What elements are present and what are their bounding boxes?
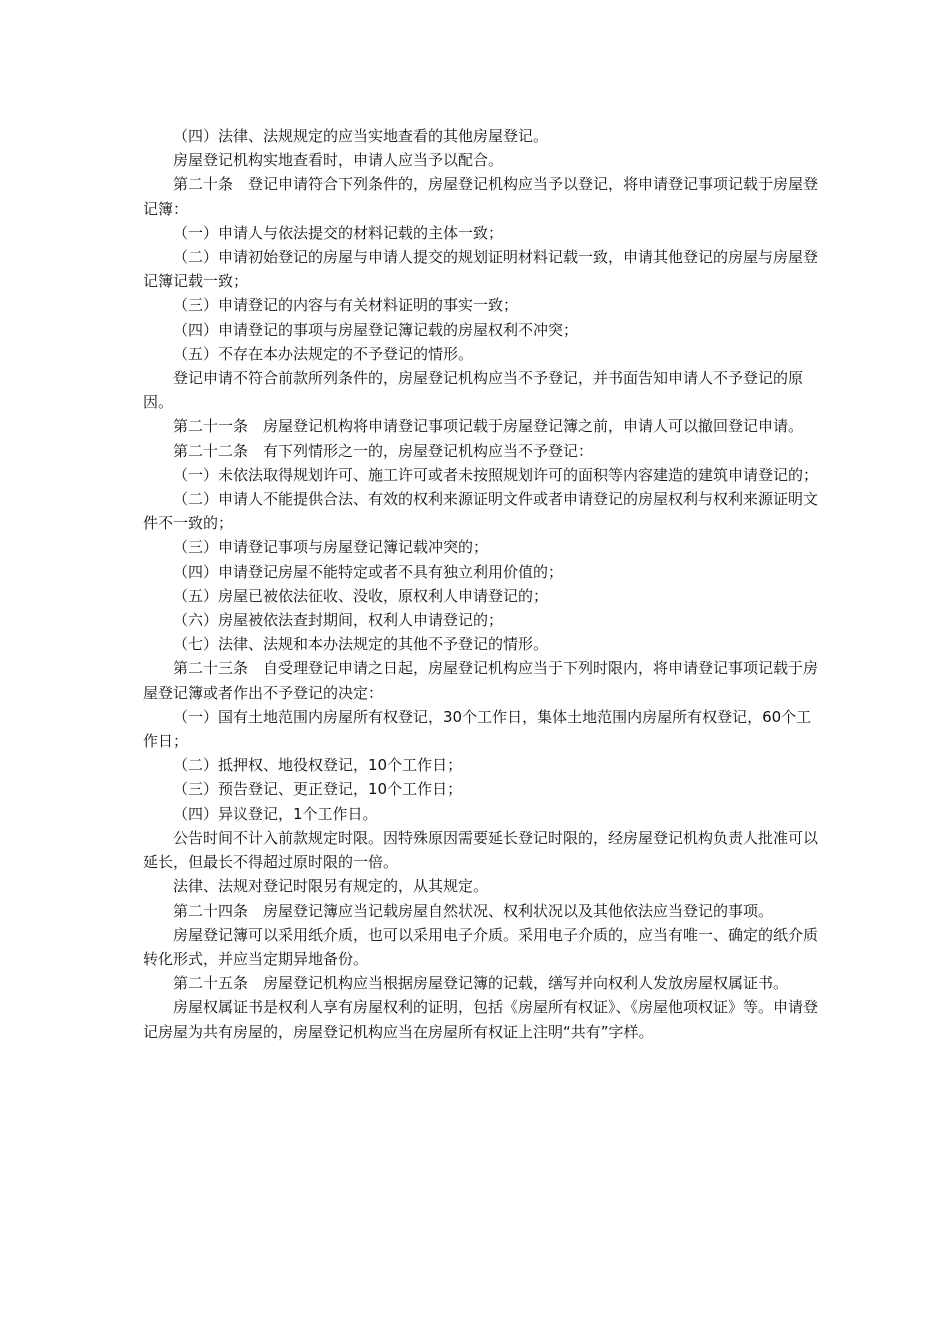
paragraph: （四）申请登记的事项与房屋登记簿记载的房屋权利不冲突； [173, 320, 579, 339]
paragraph: （一）未依法取得规划许可、施工许可或者未按照规划许可的面积等内容建造的建筑申请登记的； [173, 465, 819, 484]
paragraph: 第二十四条 房屋登记簿应当记载房屋自然状况、权利状况以及其他依法应当登记的事项。 [173, 901, 774, 920]
paragraph: （六）房屋被依法查封期间，权利人申请登记的； [173, 611, 504, 630]
paragraph: 房屋登记机构实地查看时，申请人应当予以配合。 [173, 151, 504, 170]
paragraph: 第二十二条 有下列情形之一的，房屋登记机构应当不予登记： [173, 441, 594, 460]
paragraph: （三）申请登记的内容与有关材料证明的事实一致； [173, 296, 519, 315]
paragraph: （三）申请登记事项与房屋登记簿记载冲突的； [173, 538, 489, 557]
paragraph: 公告时间不计入前款规定时限。因特殊原因需要延长登记时限的，经房屋登记机构负责人批准可以延长，但最长不得超过原时限的一倍。 [143, 828, 819, 872]
paragraph: 第二十一条 房屋登记机构将申请登记事项记载于房屋登记簿之前，申请人可以撤回登记申请。 [173, 417, 804, 436]
paragraph: 房屋权属证书是权利人享有房屋权利的证明，包括《房屋所有权证》、《房屋他项权证》等。申请登记房屋为共有房屋的，房屋登记机构应当在房屋所有权证上注明“共有”字样。 [143, 998, 819, 1041]
paragraph: （五）房屋已被依法征收、没收，原权利人申请登记的； [173, 586, 549, 605]
paragraph: （五）不存在本办法规定的不予登记的情形。 [173, 344, 474, 363]
paragraph: （四）法律、法规规定的应当实地查看的其他房屋登记。 [173, 127, 549, 145]
paragraph: 第二十条 登记申请符合下列条件的，房屋登记机构应当予以登记，将申请登记事项记载于房屋登记簿： [143, 175, 819, 218]
paragraph: 房屋登记簿可以采用纸介质，也可以采用电子介质。采用电子介质的，应当有唯一、确定的纸介质转化形式，并应当定期异地备份。 [143, 925, 819, 968]
paragraph: （四）异议登记，1个工作日。 [173, 804, 378, 823]
paragraph: 第二十五条 房屋登记机构应当根据房屋登记簿的记载，缮写并向权利人发放房屋权属证书。 [173, 974, 789, 993]
paragraph: （七）法律、法规和本办法规定的其他不予登记的情形。 [173, 635, 549, 654]
paragraph: （二）申请人不能提供合法、有效的权利来源证明文件或者申请登记的房屋权利与权利来源证明文件不一致的； [143, 490, 819, 533]
paragraph: （一）申请人与依法提交的材料记载的主体一致； [173, 223, 504, 242]
paragraph: 第二十三条 自受理登记申请之日起，房屋登记机构应当于下列时限内，将申请登记事项记载于房屋登记簿或者作出不予登记的决定： [143, 659, 819, 702]
paragraph: 法律、法规对登记时限另有规定的，从其规定。 [173, 877, 489, 896]
paragraph: （一）国有土地范围内房屋所有权登记，30个工作日，集体土地范围内房屋所有权登记，60个工作日； [143, 707, 812, 751]
paragraph: （二）申请初始登记的房屋与申请人提交的规划证明材料记载一致，申请其他登记的房屋与房屋登记簿记载一致； [143, 248, 819, 291]
paragraph: （三）预告登记、更正登记，10个工作日； [173, 780, 463, 799]
document-body [143, 124, 823, 1044]
paragraph: 登记申请不符合前款所列条件的，房屋登记机构应当不予登记，并书面告知申请人不予登记的原因。 [143, 369, 804, 412]
paragraph: （二）抵押权、地役权登记，10个工作日； [173, 756, 463, 775]
paragraph: （四）申请登记房屋不能特定或者不具有独立利用价值的； [173, 562, 564, 581]
